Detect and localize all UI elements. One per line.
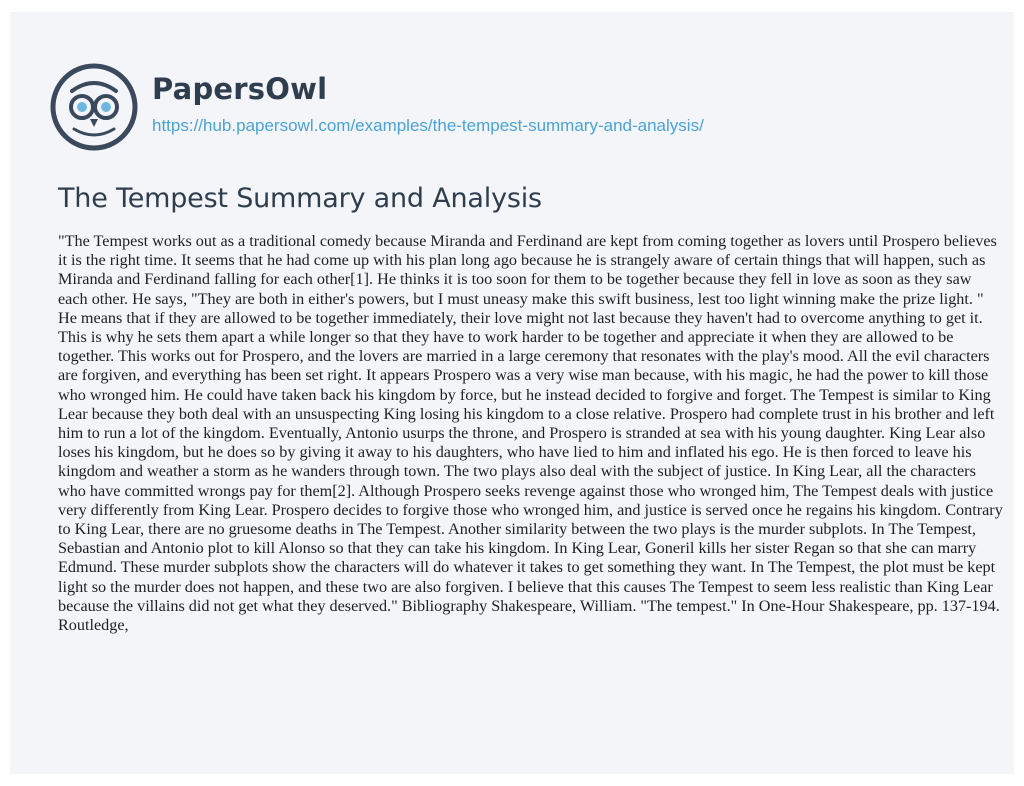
- brand-name: PapersOwl: [152, 71, 328, 106]
- source-url-link[interactable]: https://hub.papersowl.com/examples/the-tempest-summary-and-analysis/: [152, 115, 704, 135]
- page-title: The Tempest Summary and Analysis: [58, 183, 542, 214]
- brand-text-block: [152, 71, 704, 137]
- essay-body: "The Tempest works out as a traditional comedy because Miranda and Ferdinand are kept from coming together as lovers until Prospero believes it is the right time. It seems that he had come up with his plan long ago because he is strangely aware of certain things that will happen, such as Miranda and Ferdinand falling for each other[1]. He thinks it is too soon for them to be together because they fell in love as soon as they saw each other. He says, "They are both in either's powers, but I must uneasy make this swift business, lest too light winning make the prize light. " He means that if they are allowed to be together immediately, their love might not last because they haven't had to overcome anything to get it. This is why he sets them apart a while longer so that they have to work harder to be together and appreciate it when they are allowed to be together. This works out for Prospero, and the lovers are married in a large ceremony that resonates with the play's mood. All the evil characters are forgiven, and everything has been set right. It appears Prospero was a very wise man because, with his magic, he had the power to kill those who wronged him. He could have taken back his kingdom by force, but he instead decided to forgive and forget. The Tempest is similar to King Lear because they both deal with an unsuspecting King losing his kingdom to a close relative. Prospero had complete trust in his brother and left him to run a lot of the kingdom. Eventually, Antonio usurps the throne, and Prospero is stranded at sea with his young daughter. King Lear also loses his kingdom, but he does so by giving it away to his daughters, who have lied to him and inflated his ego. He is then forced to leave his kingdom and weather a storm as he wanders through town. The two plays also deal with the subject of justice. In King Lear, all the characters who have committed wrongs pay for them[2]. Although Prospero seeks revenge against those who wronged him, The Tempest deals with justice very differently from King Lear. Prospero decides to forgive those who wronged him, and justice is served once he regains his kingdom. Contrary to King Lear, there are no gruesome deaths in The Tempest. Another similarity between the two plays is the murder subplots. In The Tempest, Sebastian and Antonio plot to kill Alonso so that they can take his kingdom. In King Lear, Goneril kills her sister Regan so that she can marry Edmund. These murder subplots show the characters will do whatever it takes to get something they want. In The Tempest, the plot must be kept light so the murder does not happen, and these two are also forgiven. I believe that this causes The Tempest to seem less realistic than King Lear because the villains did not get what they deserved." Bibliography Shakespeare, William. "The tempest." In One-Hour Shakespeare, pp. 137-194. Routledge,: [58, 232, 1003, 635]
- brand-header: [50, 62, 704, 152]
- document-sheet: [10, 12, 1014, 774]
- owl-logo-icon: [50, 63, 138, 151]
